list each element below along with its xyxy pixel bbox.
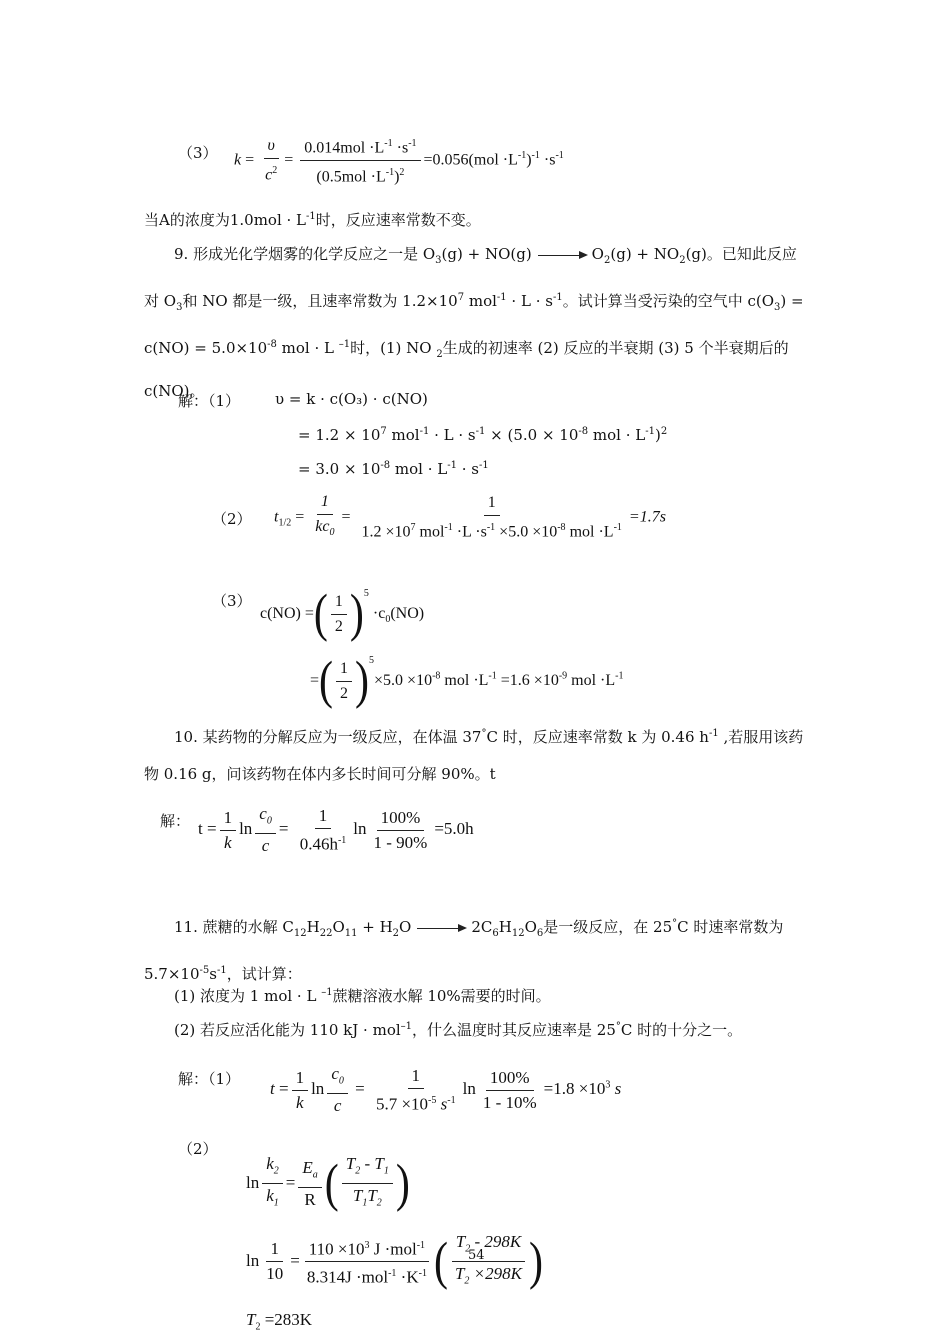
- q9-concentration-formula: c(NO) =( $\frac{1}{2}$ )$^5 \cdot c_0(NO)$: [260, 585, 425, 644]
- q9-part2-label: （2）: [212, 510, 252, 528]
- q9-rate-equation: υ = k · c(O₃) · c(NO): [275, 390, 428, 408]
- q11-part2-label: （2）: [178, 1140, 218, 1158]
- q10-question: 10. 某药物的分解反应为一级反应，在体温 37°C 时，反应速率常数 k 为 0.46 $h^{-1}$ ,若服用该药物 0.16 g，问该药物在体内多长时间可分解 90%。t: [144, 728, 804, 783]
- q9-rate-substitution: = $1.2 \times 10^7$ $mol^{-1} \cdot L \cdot s^{-1} \times (5.0 \times 10^{-8}$ mol · $L^{-1})^2$: [298, 426, 668, 444]
- reaction-arrow-icon: [538, 255, 586, 256]
- q11-arrhenius-formula: ln $\frac{k_2}{k_1}$ = $\frac{E_a}{R}$ ( $\frac{T_2 - T_1}{T_1T_2}$ ): [246, 1154, 410, 1213]
- q11-solution-label: 解：（1）: [178, 1070, 241, 1088]
- q8-rate-constant-formula: k = $\frac{\upsilon}{c^2}$ = $0.014mol \cdot L^{-1} \cdot s^{-1}$ $(0.5mol \cdot L^{-1})^2$ $=0.056(mol \cdot L^{-1})^{-1} \cdot s^{-1}$: [234, 134, 564, 188]
- q11-time-formula: t = $\frac{1}{k}$ ln $\frac{c_0}{c}$ = $\frac{1}{5.7 \times 10^{-5} s^{-1}}$ ln $\frac{100\%}{1 - 10\%}$ $=1.8 \times 10^3$ s: [270, 1064, 622, 1116]
- q11-item1: (1) 浓度为 1 mol · L $^{-1}$蔗糖溶液水解 10%需要的时间。: [174, 987, 551, 1005]
- q9-question: 9. 形成光化学烟雾的化学反应之一是 $O_3(g) + NO(g) O_2(g) + NO_2(g)$。已知此反应对 $O_3$和 NO 都是一级，且速率常数为 $1.2\times 10^7$ $mol^{-1} \cdot L \cdot s^{-1}$。试计算当受污染的空气中 $c(O_3) = c(NO) = 5.0\times 10^{-8}$ mol · L $^{-1}$时，(1) NO $_2$生成的初速率 (2) 反应的半衰期 (3) 5 个半衰期后的 c(NO)。: [144, 245, 804, 400]
- q9-half-life-formula: $t_{1/2}$ = $\frac{1}{kc_0}$ = 1 $1.2 \times 10^7$ $mol^{-1} \cdot L \cdot s^{-1} \times 5.0 \times 10^{-8}$ mol $\cdot L^{-1}$ =1.7s: [274, 493, 666, 541]
- q9-rate-result: = $3.0 \times 10^{-8}$ mol · $L^{-1} \cdot s^{-1}$: [298, 460, 489, 478]
- q9-part3-label: （3）: [212, 592, 252, 610]
- q11-temperature-result: $T_2 =283K$: [246, 1310, 313, 1333]
- q8-part3-label: （3）: [178, 144, 218, 162]
- q9-concentration-result: =( $\frac{1}{2}$ )$^5\times 5.0 \times 10^{-8}$ mol $\cdot L^{-1} =1.6 \times 10^{-9}$ mol $\cdot L^{-1}$: [310, 652, 624, 711]
- q9-solution-label: 解：（1）: [178, 392, 241, 410]
- k-symbol: k: [234, 151, 242, 169]
- q11-question: 11. 蔗糖的水解 $C_{12}H_{22}O_{11} + H_2O$ $2C_6H_{12}O_6$是一级反应，在 25°C 时速率常数为 $5.7\times 10^{-5}s^{-1}$，试计算：: [144, 918, 784, 983]
- q8-conclusion: 当A的浓度为$1.0mol \cdot L^{-1}$时，反应速率常数不变。: [144, 211, 481, 229]
- page-number: 54: [468, 1248, 485, 1263]
- q10-solution-label: 解：: [160, 812, 191, 830]
- reaction-arrow-icon: [417, 928, 465, 929]
- q10-time-formula: t = $\frac{1}{k}$ ln $\frac{c_0}{c}$ = $\frac{1}{0.46h^{-1}}$ ln $\frac{100\%}{1 - 90\%}$ =5.0h: [198, 804, 474, 856]
- q11-arrhenius-substitution: ln $\frac{1}{10}$ = $110 \times 10^3$ J ·mol$^{-1}$ $8.314J \cdot mol^{-1} \cdot K^{-1}$ ( $\frac{T_2 - 298K}{T_2 \times 298K}$ ): [246, 1232, 543, 1291]
- q11-item2: (2) 若反应活化能为 110 kJ · mol$^{-1}$，什么温度时其反应速率是 25°C 时的十分之一。: [174, 1021, 743, 1039]
